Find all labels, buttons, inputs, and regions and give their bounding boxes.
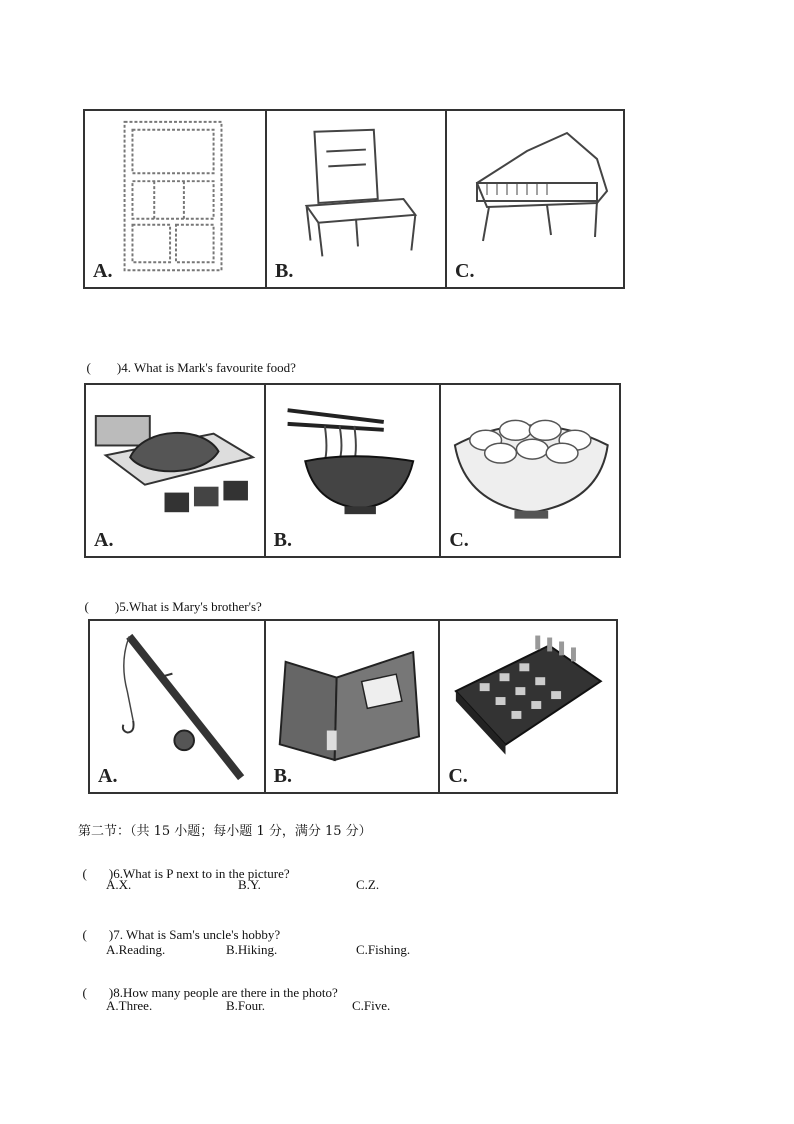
picture-grid-q4 bbox=[84, 383, 621, 558]
answer-paren-close: ) bbox=[108, 866, 114, 881]
section-heading: 第二节：（共 15 小题；每小题 1 分，满分 15 分） bbox=[78, 824, 372, 839]
answer-paren-open: ( bbox=[82, 927, 87, 942]
question-8 bbox=[76, 969, 338, 1001]
question-4 bbox=[80, 344, 296, 376]
answer-paren-close: ) bbox=[108, 985, 114, 1000]
picture-option-c bbox=[440, 621, 616, 792]
picture-option-b bbox=[266, 621, 441, 792]
choice-c[interactable]: C.Five. bbox=[352, 998, 391, 1013]
choice-a[interactable]: A.X. bbox=[106, 877, 132, 892]
answer-paren-open: ( bbox=[82, 985, 87, 1000]
question-7 bbox=[76, 911, 280, 943]
option-label: C. bbox=[449, 529, 469, 551]
choice-a[interactable]: A.Three. bbox=[106, 998, 153, 1013]
option-label: C. bbox=[455, 260, 475, 282]
picture-option-a bbox=[85, 111, 267, 287]
option-label: C. bbox=[448, 765, 468, 787]
choice-b[interactable]: B.Y. bbox=[238, 877, 261, 892]
option-label: A. bbox=[98, 765, 118, 787]
option-label: B. bbox=[275, 260, 294, 282]
choice-c[interactable]: C.Fishing. bbox=[356, 942, 411, 957]
answer-paren-open: ( bbox=[86, 360, 91, 375]
answer-paren-close: ) bbox=[108, 927, 114, 942]
question-text: 4. What is Mark's favourite food? bbox=[121, 360, 296, 375]
answer-paren-close: ) bbox=[116, 360, 122, 375]
picture-option-a bbox=[90, 621, 266, 792]
choice-a[interactable]: A.Reading. bbox=[106, 942, 166, 957]
picture-grid-q5 bbox=[88, 619, 618, 794]
answer-paren-open: ( bbox=[84, 599, 89, 614]
picture-option-b bbox=[266, 385, 442, 556]
question-text: 7. What is Sam's uncle's hobby? bbox=[113, 927, 281, 942]
question-text: 8.How many people are there in the photo? bbox=[113, 985, 338, 1000]
choice-c[interactable]: C.Z. bbox=[356, 877, 380, 892]
question-5 bbox=[78, 583, 262, 615]
option-label: A. bbox=[94, 529, 114, 551]
option-label: A. bbox=[93, 260, 113, 282]
answer-paren-open: ( bbox=[82, 866, 87, 881]
picture-option-a bbox=[86, 385, 266, 556]
choice-b[interactable]: B.Four. bbox=[226, 998, 266, 1013]
picture-option-b bbox=[267, 111, 447, 287]
picture-option-c bbox=[441, 385, 619, 556]
chair-icon bbox=[267, 111, 445, 287]
choice-b[interactable]: B.Hiking. bbox=[226, 942, 278, 957]
question-text: 5.What is Mary's brother's? bbox=[119, 599, 262, 614]
option-label: B. bbox=[273, 529, 292, 551]
question-text: 6.What is P next to in the picture? bbox=[113, 866, 290, 881]
option-label: B. bbox=[273, 765, 293, 787]
picture-option-c bbox=[447, 111, 623, 287]
answer-paren-close: ) bbox=[114, 599, 120, 614]
picture-grid-q3 bbox=[83, 109, 625, 289]
